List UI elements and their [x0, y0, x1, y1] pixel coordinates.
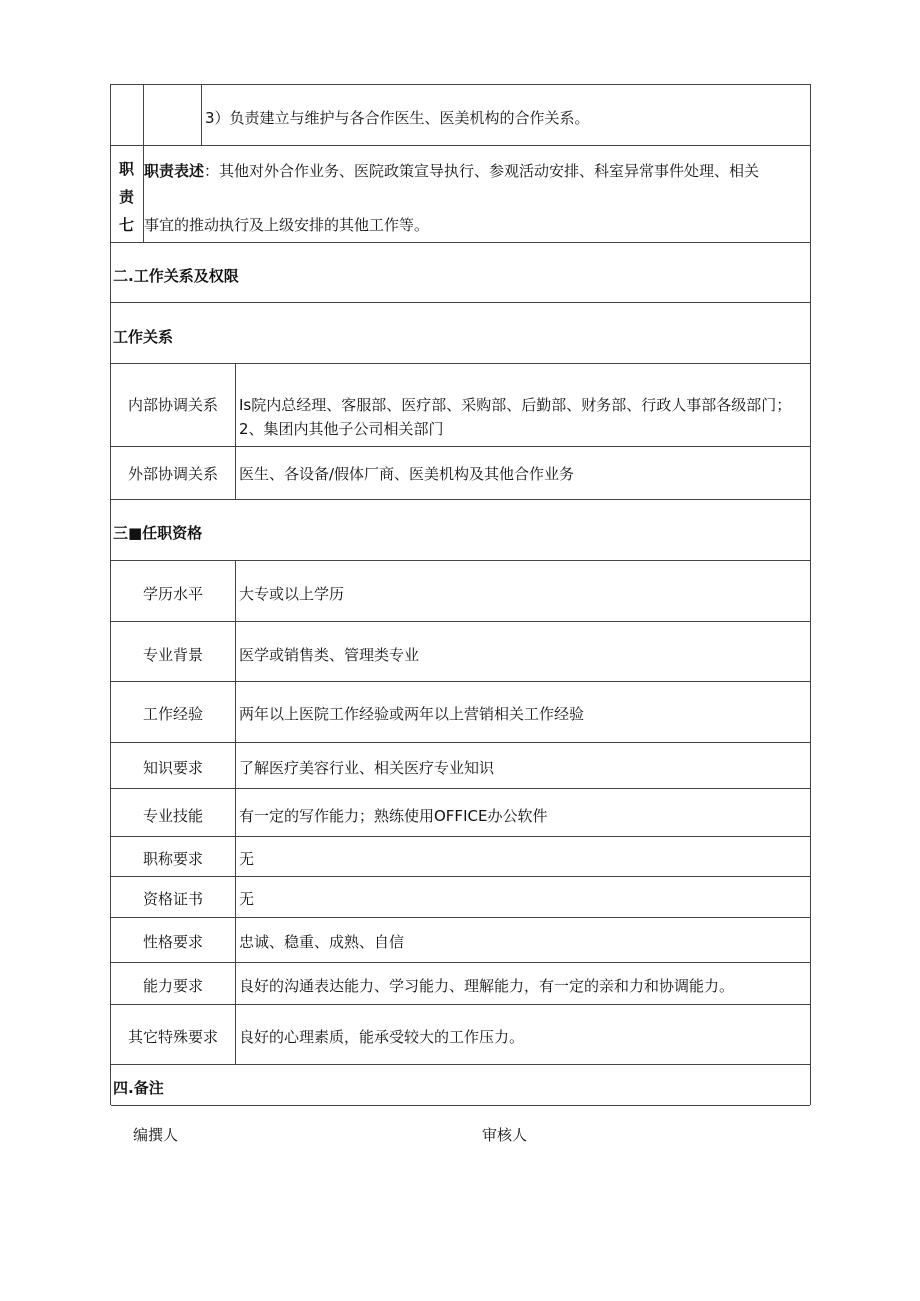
skills-value: 有一定的写作能力；熟练使用OFFICE办公软件 — [239, 807, 548, 825]
external-relations-label: 外部协调关系 — [127, 465, 218, 483]
personality-label: 性格要求 — [142, 933, 203, 951]
qualification-row-special — [111, 1005, 810, 1065]
external-relations-row — [111, 447, 810, 500]
duty-7-label-char-3: 七 — [119, 216, 135, 234]
certificate-value: 无 — [239, 890, 255, 908]
section-2-title-row — [111, 243, 810, 303]
major-value: 医学或销售类、管理类专业 — [239, 646, 420, 664]
duty-7-line-1: ：其他对外合作业务、医院政策宣导执行、参观活动安排、科室异常事件处理、相关 — [204, 162, 760, 180]
internal-relations-label: 内部协调关系 — [127, 396, 218, 414]
title-requirement-value: 无 — [239, 850, 255, 868]
ability-value: 良好的沟通表达能力、学习能力、理解能力，有一定的亲和力和协调能力。 — [239, 977, 735, 995]
duty-7-description-line-2: 事宜的推动执行及上级安排的其他工作等。 — [144, 216, 430, 234]
qualification-row-knowledge — [111, 743, 810, 789]
internal-relations-line-2: 2、集团内其他子公司相关部门 — [239, 420, 444, 438]
special-requirement-label: 其它特殊要求 — [127, 1028, 218, 1046]
author-signature-label: 编撰人 — [133, 1126, 179, 1144]
duty-continuation-row — [111, 85, 810, 146]
duty-item-3: 3）负责建立与维护与各合作医生、医美机构的合作关系。 — [205, 109, 590, 127]
section-3-title-row — [111, 500, 810, 561]
title-requirement-label: 职称要求 — [142, 850, 203, 868]
special-requirement-value: 良好的心理素质，能承受较大的工作压力。 — [239, 1028, 525, 1046]
knowledge-value: 了解医疗美容行业、相关医疗专业知识 — [239, 759, 495, 777]
qualification-row-skills — [111, 789, 810, 837]
education-value: 大专或以上学历 — [239, 585, 345, 603]
section-4-title: 四.备注 — [113, 1079, 164, 1097]
personality-value: 忠诚、稳重、成熟、自信 — [239, 933, 405, 951]
experience-label: 工作经验 — [142, 705, 203, 723]
qualification-row-certificate — [111, 877, 810, 918]
qualification-row-title — [111, 837, 810, 877]
section-2-title: 二.工作关系及权限 — [113, 267, 239, 285]
duty-7-head: 职责表述 — [144, 162, 205, 180]
major-label: 专业背景 — [142, 646, 203, 664]
experience-value: 两年以上医院工作经验或两年以上营销相关工作经验 — [239, 705, 585, 723]
section-3-title: 三■任职资格 — [113, 524, 203, 542]
job-description-table — [110, 84, 811, 1105]
work-relations-title-row — [111, 303, 810, 364]
ability-label: 能力要求 — [142, 977, 203, 995]
qualification-row-personality — [111, 918, 810, 963]
skills-label: 专业技能 — [142, 807, 203, 825]
section-4-title-row — [111, 1065, 810, 1106]
duty-7-row — [111, 146, 810, 243]
education-label: 学历水平 — [142, 585, 203, 603]
external-relations-value: 医生、各设备/假体厂商、医美机构及其他合作业务 — [239, 465, 575, 483]
reviewer-signature-label: 审核人 — [482, 1126, 528, 1144]
internal-relations-line-1: Is院内总经理、客服部、医疗部、采购部、后勤部、财务部、行政人事部各级部门； — [239, 396, 792, 414]
knowledge-label: 知识要求 — [142, 759, 203, 777]
qualification-row-major — [111, 622, 810, 682]
qualification-row-experience — [111, 682, 810, 743]
duty-7-label-char-2: 责 — [119, 188, 135, 206]
qualification-row-education — [111, 561, 810, 622]
work-relations-title: 工作关系 — [113, 328, 174, 346]
duty-7-label-char-1: 职 — [119, 160, 135, 178]
certificate-label: 资格证书 — [142, 890, 203, 908]
qualification-row-ability — [111, 963, 810, 1005]
duty-7-description-line-1 — [144, 160, 759, 181]
internal-relations-row — [111, 364, 810, 447]
